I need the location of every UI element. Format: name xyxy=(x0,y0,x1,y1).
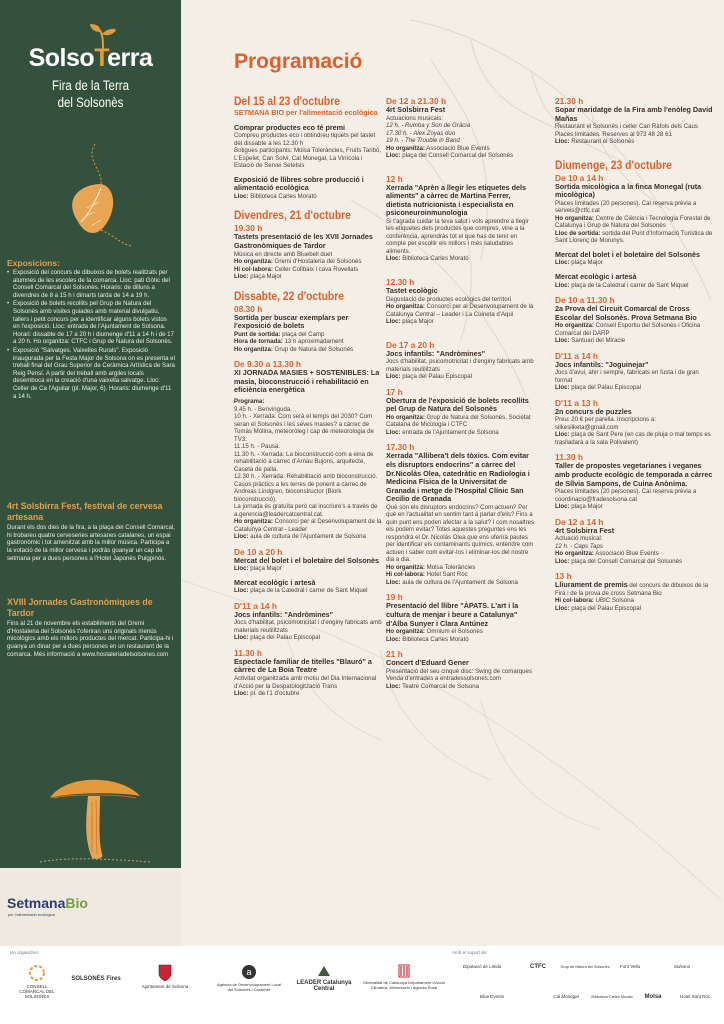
exhibitions-heading: Exposicions: xyxy=(7,258,60,268)
day-heading: Dissabte, 22 d'octubre xyxy=(234,290,345,303)
sponsor-logo: CTFC xyxy=(530,964,546,970)
event-title: Espectacle familiar de titelles "Blauró" a càrrec de La Boia Teatre xyxy=(234,656,372,675)
event-time: 21.30 h xyxy=(555,96,584,106)
exhibition-item: • Exposició del concurs de dibuixos de bolets realitzats per alumnes de les escoles de la comarca. Lloc: pati Gòtic del Consell Comarcal del Solsonès. Horaris: de dilluns a divendres de 8 a 15 h i dimarts tarda de 14 a 19 h. xyxy=(7,269,175,299)
sponsor-logo: Molsa xyxy=(644,994,662,1000)
event-time: 19.30 h xyxy=(234,223,263,234)
sponsor-logo: CONSELL COMARCAL DEL SOLSONÈS xyxy=(14,964,60,999)
event-time: 13 h xyxy=(555,571,572,582)
organizers-label: Ho organitzen: xyxy=(10,950,40,955)
program-column-2: De 12 a 21.30 h 4rt Solsbirra Fest Actuacions musicals: 12 h. - Rumba y Son de Gràcia 17.30 h. - Alex Zoyas duo 19 h. - The Trouble in Band Ho organitza: Associació Blue Events Lloc: plaça del Consell Comarcal del Solsonès 12 h Xerrada "Aprèn a llegir les etiquetes dels aliments" a càrrec de Martina Ferrer, dietista nutricionista i especialista en psiconeuroinmunologia Si t'agrada cuidar la teva salut i vols aprendre a llegir les etiquetes dels productes que compres, vine a la conferència, aprendràs tot el que has de tenir en compte per escollir els millors i més saludables aliments. Lloc: Biblioteca Carles Morató 12.30 h Tastet ecològic Degustació de productes ecològics del territori Ho organitza: Consorci per al Desenvolupament de la Catalunya Central – Leader i La Cuineta d'Aquí Lloc: plaça Major De 17 a 20 h Jocs infantils: "Andròmines" Jocs d'habilitat, psicomotricitat i d'enginy fabricats amb materials reutilitzats Lloc: plaça del Palau Episcopal 17 h Obertura de l'exposició de bolets recollits pel Grup de Natura del Solsonès Ho organitza: Grup de Natura del Solsonès, Societat Catalana de Micologia i CTFC Lloc: entrada de l'Ajuntament de Solsona 17.30 h Xerrada "Allibera't dels tòxics. Com evitar els disruptors endocrins" a càrrec del Dr.Nicolás Olea, catedràtic en Radiologia i Medicina Física de la Universitat de Granada i metge de l'Hospital Clínic San Cecilio de Granada Què són els disruptors endocrins? Com actuen? Per què en l'actualitat en sentim tant a parlar d'ells? Fins a quin punt ens poden afectar a la salut? I com nosaltres els podem evitar? Totes aquestes preguntes ens les respondrà el Dr. Nicolás Olea que ens oferirà pautes per identificar els contaminants químics, entendre com actuen i saber com evitar-los i eliminar-los del nostre dia a dia. Ho organitza: Molsa Toleràncies Hi col·labora: Hotel Sant Roc Lloc: aula de cultura de l'Ajuntament de Solsona 19 h Presentació del llibre "ÀPATS. L'art i la cultura de menjar i beure a Catalunya" d'Alba Sunyer i Clara Antúnez Ho organitza: Òmnium el Solsonès Lloc: Biblioteca Carles Morató 21 h Concert d'Eduard Gener Presentació del seu cinquè disc: Swing de comarques Venda d'entrades a entradessolsones.com Lloc: Teatre Comarcal de Solsona xyxy=(386,96,535,690)
sponsor-logo: Hotel Sant Roc xyxy=(679,994,711,999)
exhibition-item: • Exposició de bolets recollits pel Grup de Natura del Solsonès amb visites guiades amb material divulgatiu, tallers i petit concurs per a identificar alguns bolets vistos en l'exposició. Lloc: entrada de l'Ajuntament de Solsona. Horari: dissabte de 17 a 20 h i diumenge d'11 a 14 h i de 17 a 20 h. Ho organitza: CTFC i Grup de Natura del Solsonès. xyxy=(7,300,175,346)
event-title: Xerrada "Allibera't dels tòxics. Com evitar els disruptors endocrins" a càrrec del Dr.Nicolás Olea, catedràtic en Radiologia i Medicina Física de la Universitat de Granada i metge de l'Hospital Clínic San Cecilio de Granada xyxy=(386,451,530,504)
event-time: 17 h xyxy=(386,386,403,397)
event-title: Exposició de llibres sobre producció i alimentació ecològica xyxy=(234,174,364,193)
event-time: De 10 a 11.30 h xyxy=(555,295,615,306)
event-title: Presentació del llibre "ÀPATS. L'art i la cultura de menjar i beure a Catalunya" d'Alba Sunyer i Clara Antúnez xyxy=(386,601,519,628)
program-panel xyxy=(181,0,724,946)
agencia-logo-icon xyxy=(241,964,257,980)
consell-logo-icon xyxy=(28,964,46,982)
event-text: Compreu productes eco i obtindreu tiquets pel tastet del dissabte a les 12.30 h xyxy=(234,132,376,147)
event-title: Xerrada "Aprèn a llegir les etiquetes dels aliments" a càrrec de Martina Ferrer, dietista nutricionista i especialista en psiconeuroinmunologia xyxy=(386,182,527,218)
setmana-bio-logo: SetmanaBio per l'alimentació ecològica xyxy=(0,868,181,946)
page-title: Programació xyxy=(234,50,363,73)
sponsor-logo: Font Vella xyxy=(619,964,640,969)
exhibitions-list xyxy=(7,269,175,401)
event-time: D'11 a 14 h xyxy=(555,350,598,361)
day-heading: Del 15 al 23 d'octubre xyxy=(234,96,341,108)
event-time: De 9.30 a 13.30 h xyxy=(234,359,302,370)
event-title: Tastet ecològic xyxy=(386,285,438,295)
beer-fest-heading: 4rt Solsbirra Fest, festival de cervesa artesana xyxy=(7,501,163,522)
event-time: 19 h xyxy=(386,592,403,603)
event-text: Botigues participants: Molsa Toleràncies, Fruits Taribó, L'Espelet, Can Solvi, Cal Monegal, La Vinícola i Estació de Servei Setelsis xyxy=(234,147,382,170)
sponsor-logo: Cal Monegal xyxy=(553,994,579,999)
brand-logo xyxy=(0,44,181,111)
event-time: De 12 a 21.30 h xyxy=(386,96,447,106)
event-time: 17.30 h xyxy=(386,442,415,453)
event-title: 4rt Solsbirra Fest xyxy=(555,525,615,535)
event-subtitle: SETMANA BIO per l'alimentació ecològica xyxy=(234,108,378,117)
exhibition-item: • Exposició "Salvatges. Vaixelles Rurals". Exposició inaugurada per la Festa Major de Solsona on es presenta el treball final del Grau Superior de Ceràmica Artística de Sara Reig Pensí. A partir del treball amb argiles locals desemboca en la creació d'una vaixella salvatge. Lloc: Celler de Ca l'Aguilar (pl. Major, 6). Horaris: diumenge d'11 a 14 h. xyxy=(7,347,175,400)
gastro-days-heading: XVIII Jornades Gastronòmiques de Tardor xyxy=(7,597,153,618)
sponsor-logo: Solsona xyxy=(673,964,691,969)
coat-of-arms-icon xyxy=(158,964,172,982)
event-time: De 17 a 20 h xyxy=(386,339,435,350)
leaf-illustration-icon xyxy=(55,140,135,250)
event-title: Mercat del bolet i el boletaire del Solsonès xyxy=(234,555,379,565)
brand-line-2: del Solsonès xyxy=(57,95,124,110)
day-heading: Diumenge, 23 d'octubre xyxy=(555,159,672,172)
sponsor-logo: Grup de Natura del Solsonès xyxy=(560,965,610,969)
event-title: Concert d'Eduard Gener xyxy=(386,658,469,668)
event-title: Taller de propostes vegetarianes i veganes amb producte ecològic de temporada a càrrec de Sílvia Sampons, de Cuina Anònima. xyxy=(555,461,713,488)
event-title: Comprar productes eco té premi xyxy=(234,122,346,132)
mushroom-illustration-icon xyxy=(40,768,150,868)
event-title: XI JORNADA MASIES + SOSTENIBLES: La masia, bioconstrucció i rehabilitació en eficiència energètica xyxy=(234,368,380,395)
event-title: Jocs infantils: "Andròmines" xyxy=(234,609,334,619)
event-title: Mercat ecològic i artesà xyxy=(555,271,637,281)
event-time: 11.30 h xyxy=(555,452,583,463)
sponsors-footer xyxy=(0,946,724,1024)
event-title: Tastets presentació de les XVII Jornades Gastronòmiques de Tardor xyxy=(234,232,373,250)
event-time: De 10 a 14 h xyxy=(555,172,604,183)
event-time: De 12 a 14 h xyxy=(555,516,604,527)
event-title: Jocs infantils: "Andròmines" xyxy=(386,348,486,358)
event-title: Sopar maridatge de la Fira amb l'enòleg David Mañas xyxy=(555,105,713,123)
event-time: 21 h xyxy=(386,649,403,660)
event-title: Sortida micològica a la finca Monegal (ruta micològica) xyxy=(555,181,702,200)
event-title: Mercat ecològic i artesà xyxy=(234,577,316,587)
event-title: 2n concurs de puzzles xyxy=(555,406,632,416)
brand-name: SolsoTerra xyxy=(28,44,153,72)
generalitat-logo-icon xyxy=(398,964,410,978)
event-text: Música en directe amb Bluebell duet xyxy=(234,250,333,258)
event-time: 08.30 h xyxy=(234,303,263,314)
event-time: D'11 a 13 h xyxy=(555,397,598,408)
sponsor-logo: LEADER Catalunya Central xyxy=(296,964,352,992)
event-title: 2a Prova del Circuit Comarcal de Cross Escolar del Solsonès. Prova Setmana Bio xyxy=(555,304,697,322)
program-column-3: 21.30 h Sopar maridatge de la Fira amb l'enòleg David Mañas Restaurant el Solsonès i celler Can Ràfols dels Caus Places limitades. Reserves al 973 48 28 61 Lloc: Restaurant el Solsonès Diumenge, 23 d'octubre De 10 a 14 h Sortida micològica a la finca Monegal (ruta micològica) Places limitades (20 persones). Cal reserva prèvia a serveis@ctfc.cat Ho organitza: Centre de Ciència i Tecnologia Forestal de Catalunya i Grup de Natura del Solsonès Lloc de sortida: sortida del Punt d'Informació Turística de Sant Llorenç de Morunys. Mercat del bolet i el boletaire del Solsonès Lloc: plaça Major Mercat ecològic i artesà Lloc: plaça de la Catedral i carrer de Sant Miquel De 10 a 11.30 h 2a Prova del Circuit Comarcal de Cross Escolar del Solsonès. Prova Setmana Bio Ho organitza: Consell Esportiu del Solsonès i Oficina Comarcal del DARP Lloc: Santuari del Miracle D'11 a 14 h Jocs infantils: "Joguinejar" Jocs d'avui, ahir i sempre, fabricats en fusta i de gran format Lloc: plaça del Palau Episcopal D'11 a 13 h 2n concurs de puzzles Preu: 20 € per parella. Inscripcions a: silkesilketa@gmail.com Lloc: plaça de Sant Pere (en cas de pluja o mal temps es traslladarà a la sala Polivalent) 11.30 h Taller de propostes vegetarianes i veganes amb producte ecològic de temporada a càrrec de Sílvia Sampons, de Cuina Anònima. Places limitades (20 persones). Cal reserva prèvia a coordinacio@fradesolsona.cat Lloc: plaça Major De 12 a 14 h 4rt Solsbirra Fest Actuació musical: 12 h. - Caps Taps Ho organitza: Associació Blue Events Lloc: plaça del Consell Comarcal del Solsonès 13 h Lliurament de premis del concurs de dibuixos de la Fira i de la prova de cross Setmana Bio Hi col·labora: UBIC Solsona Lloc: plaça del Palau Episcopal xyxy=(555,96,715,612)
event-title: Mercat del bolet i el boletaire del Solsonès xyxy=(555,249,700,259)
day-heading: Divendres, 21 d'octubre xyxy=(234,210,351,223)
sponsor-logo: SOLSONÈS Fires xyxy=(71,976,121,982)
left-sidebar xyxy=(0,0,181,946)
event-title: Obertura de l'exposició de bolets recollits pel Grup de Natura del Solsonès xyxy=(386,395,529,414)
event-title: Sortida per buscar exemplars per l'exposició de bolets xyxy=(234,312,349,331)
event-time: D'11 a 14 h xyxy=(234,600,277,611)
event-title: 4rt Solsbirra Fest xyxy=(386,105,446,114)
svg-text:a: a xyxy=(246,967,252,977)
event-time: 11.30 h xyxy=(234,647,262,658)
event-time: 12 h xyxy=(386,173,403,184)
beer-fest-text: Durant els dos dies de la fira, a la plaça del Consell Comarcal, hi trobareu quatre cerveseries artesanes catalanes, un espai gastronòmic i tot amenitzat amb la millor música. Participa a la votació de la millor cervesa i podràs guanyar un cap de setmana per a dues persones a l'Hotel Japonès Puigpinós. xyxy=(7,524,176,562)
event-time: 12.30 h xyxy=(386,276,415,287)
support-label: Amb el suport de: xyxy=(452,950,488,955)
leader-logo-icon xyxy=(316,964,332,978)
event-title: Jocs infantils: "Joguinejar" xyxy=(555,359,649,369)
event-time: De 10 a 20 h xyxy=(234,546,283,557)
sponsor-logo: Biblioteca Carles Morató xyxy=(591,995,633,999)
gastro-days-text: Fins al 21 de novembre els establiments del Gremi d'Hostaleria del Solsonès t'oferiran uns originals menús micològics amb els millors productes del mercat. Participa-hi i guanya un dinar per a dues persones en un restaurant de la comarca. Més informació a www.hostaleriadelsolsones.com xyxy=(7,620,174,658)
brand-line-1: Fira de la Terra xyxy=(52,78,129,93)
sponsor-logo: Blue Events xyxy=(479,994,504,999)
sponsor-logo: Diputació de Lleida xyxy=(462,964,502,969)
sponsor-logo: Generalitat de Catalunya Departament d'Acció Climàtica, Alimentació i Agenda Rural xyxy=(362,964,446,990)
sponsor-logo: a Agència de Desenvolupament Local del Solsonès i Cardener xyxy=(214,964,284,992)
program-column-1: Del 15 al 23 d'octubre SETMANA BIO per l'alimentació ecològica Comprar productes eco té premi Compreu productes eco i obtindreu tiquets pel tastet del dissabte a les 12.30 h Botigues participants: Molsa Toleràncies, Fruits Taribó, L'Espelet, Can Solvi, Cal Monegal, La Vinícola i Estació de Servei Setelsis Exposició de llibres sobre producció i alimentació ecològica Lloc: Biblioteca Carles Morató Divendres, 21 d'octubre 19.30 h Tastets presentació de les XVII Jornades Gastronòmiques de Tardor Música en directe amb Bluebell duet Ho organitza: Gremi d'Hostaleria del Solsonès Hi col·labora: Celler Collbaix i cava Rovellats Lloc: plaça Major Dissabte, 22 d'octubre 08.30 h Sortida per buscar exemplars per l'exposició de bolets Punt de sortida: plaça del Camp Hora de tornada: 13 h aproximadament Ho organitza: Grup de Natura del Solsonès De 9.30 a 13.30 h XI JORNADA MASIES + SOSTENIBLES: La masia, bioconstrucció i rehabilitació en eficiència energètica Programa: 9.45 h. - Benvinguda. 10 h. - Xerrada: Com serà el temps del 2030? Com seran el Solsonès i les seves masies? a càrrec de Tomàs Molina, meteoròleg i cap de meteorologia de TV3. 11.15 h. - Pausa. 11.30 h. - Xerrada: La bioconstrucció com a eina de rehabilitació a càrrec d'Arnau Bujons, arquitecte, Caseta de palla. 12.30 h. - Xerrada: Rehabilitació amb bioconstrucció. Casos pràctics a les terres de ponent a càrrec de Andreas Lindgren, bioconstructor (Biork bioconstrucció). La jornada és gratuïta però cal inscriure's a través de a.gerencia@leadercatcentral.cat. Ho organitza: Consorci per al Desenvolupament de la Catalunya Central - Leader Lloc: aula de cultura de l'Ajuntament de Solsona De 10 a 20 h Mercat del bolet i el boletaire del Solsonès Lloc: plaça Major Mercat ecològic i artesà Lloc: plaça de la Catedral i carrer de Sant Miquel D'11 a 14 h Jocs infantils: "Andròmines" Jocs d'habilitat, psicomotricitat i d'enginy fabricats amb materials reutilitzats Lloc: plaça del Palau Episcopal 11.30 h Espectacle familiar de titelles "Blauró" a càrrec de La Boia Teatre Activitat organitzada amb motiu del Dia Internacional d'Acció per la Despatologització Trans Lloc: pl. de l'1 d'octubre xyxy=(234,96,384,698)
sponsor-logo: Ajuntament de Solsona xyxy=(132,964,198,989)
